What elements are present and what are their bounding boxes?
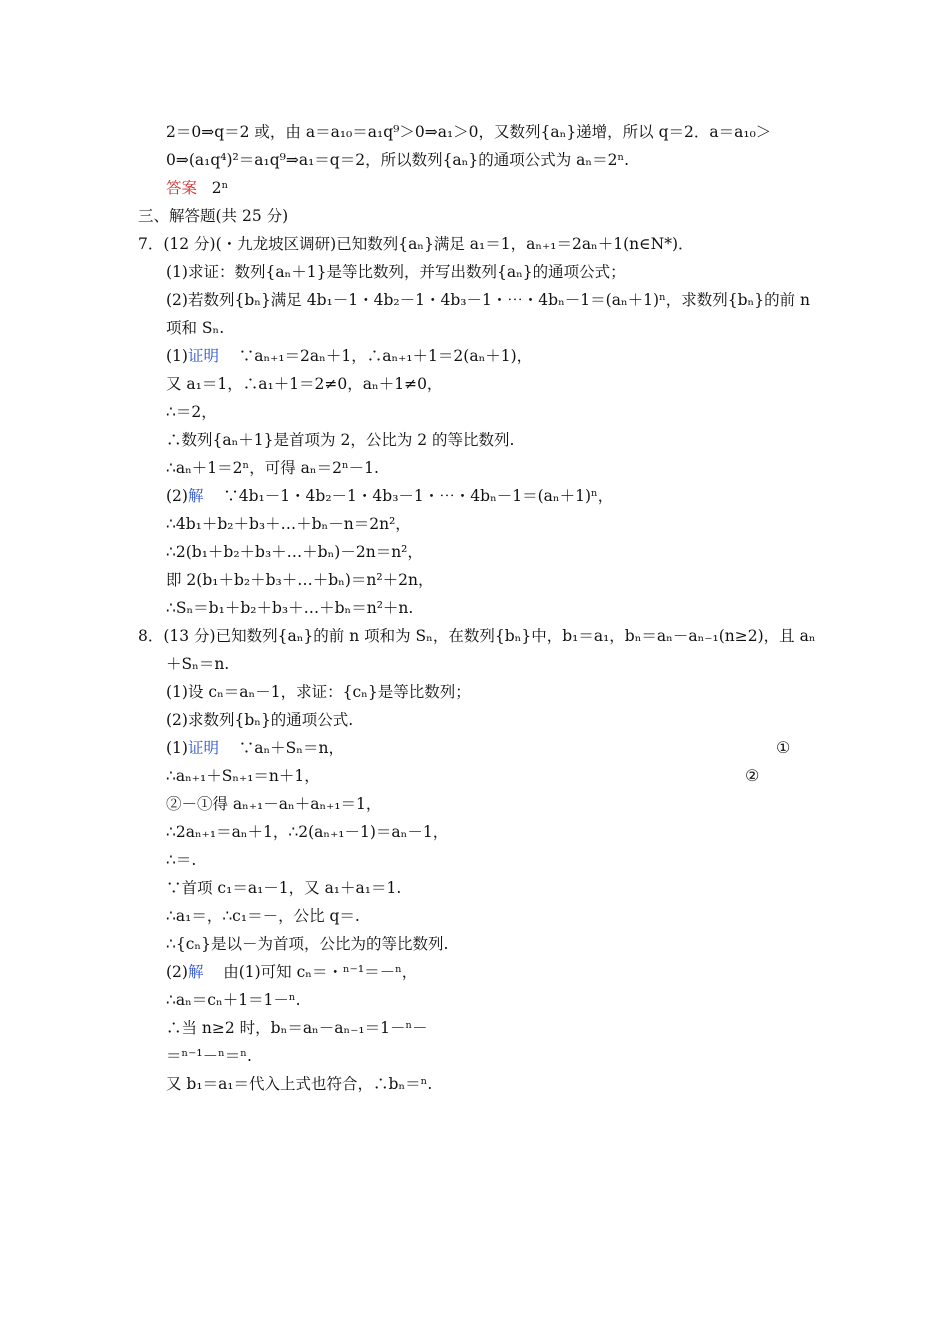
text-line: ②－①得 aₙ₊₁－aₙ＋aₙ₊₁＝1， <box>166 795 382 813</box>
text-line: ∴4b₁＋b₂＋b₃＋…＋bₙ－n＝2n²， <box>166 515 411 533</box>
text-line: ∴＝. <box>166 851 197 869</box>
text-line: ∴aₙ＋1＝2ⁿ，可得 aₙ＝2ⁿ－1. <box>166 459 379 477</box>
section-heading: 三、解答题(共 25 分) <box>138 207 289 225</box>
text-line: ∴当 n≥2 时，bₙ＝aₙ－aₙ₋₁＝1－ⁿ－ <box>166 1019 428 1037</box>
proof-line: (1)证明 ∵aₙ＋Sₙ＝n， <box>166 739 344 757</box>
text-line: ＝ⁿ⁻¹－ⁿ＝ⁿ. <box>166 1047 252 1065</box>
equation-mark-2: ② <box>745 766 760 785</box>
text-line: ∴Sₙ＝b₁＋b₂＋b₃＋…＋bₙ＝n²＋n. <box>166 599 414 617</box>
text-line: 又 a₁＝1，∴a₁＋1＝2≠0，aₙ＋1≠0， <box>166 375 443 393</box>
solution-label: 解 <box>187 487 204 505</box>
question-8: 8．(13 分)已知数列{aₙ}的前 n 项和为 Sₙ，在数列{bₙ}中，b₁＝a₁，bₙ＝aₙ－aₙ₋₁(n≥2)，且 aₙ <box>138 627 816 645</box>
text-line: (2)求数列{bₙ}的通项公式. <box>166 711 354 729</box>
text-line: ∴{cₙ}是以－为首项，公比为的等比数列. <box>166 935 449 953</box>
solution-label: 解 <box>187 963 204 981</box>
question-7: 7．(12 分)(・九龙坡区调研)已知数列{aₙ}满足 a₁＝1，aₙ₊₁＝2aₙ＋1(n∈N*)． <box>138 235 694 253</box>
text-line: 即 2(b₁＋b₂＋b₃＋…＋bₙ)＝n²＋2n， <box>166 571 434 589</box>
text-line: ∴aₙ₊₁＋Sₙ₊₁＝n＋1， <box>166 767 320 785</box>
text-line: 项和 Sₙ. <box>166 319 225 337</box>
text-line: ∴aₙ＝cₙ＋1＝1－ⁿ. <box>166 991 301 1009</box>
text-line: 又 b₁＝a₁＝代入上式也符合，∴bₙ＝ⁿ. <box>166 1075 433 1093</box>
text-line: (2)若数列{bₙ}满足 4b₁－1・4b₂－1・4b₃－1・⋯・4bₙ－1＝(aₙ＋1)ⁿ，求数列{bₙ}的前 n <box>166 291 811 309</box>
text-line: 0⇒(a₁q⁴)²＝a₁q⁹⇒a₁＝q＝2，所以数列{aₙ}的通项公式为 aₙ＝2ⁿ. <box>166 151 630 169</box>
text-line: ∴＝2， <box>166 403 217 421</box>
text-line: ∴a₁＝，∴c₁＝－，公比 q＝. <box>166 907 360 925</box>
text-line: ∴2aₙ₊₁＝aₙ＋1，∴2(aₙ₊₁－1)＝aₙ－1， <box>166 823 449 841</box>
proof-line: (1)证明 ∵aₙ₊₁＝2aₙ＋1，∴aₙ₊₁＋1＝2(aₙ＋1)， <box>166 347 533 365</box>
solution-line: (2)解 ∵4b₁－1・4b₂－1・4b₃－1・⋯・4bₙ－1＝(aₙ＋1)ⁿ， <box>166 487 614 505</box>
solution-line: (2)解 由(1)可知 cₙ＝・ⁿ⁻¹＝－ⁿ， <box>166 963 418 981</box>
text-line: ∴数列{aₙ＋1}是首项为 2，公比为 2 的等比数列. <box>166 431 515 449</box>
text-line: ＋Sₙ＝n. <box>166 655 230 673</box>
text-line: ∴2(b₁＋b₂＋b₃＋…＋bₙ)－2n＝n²， <box>166 543 423 561</box>
text-line: 2＝0⇒q＝2 或，由 a＝a₁₀＝a₁q⁹＞0⇒a₁＞0，又数列{aₙ}递增，所以 q＝2．a＝a₁₀＞ <box>166 123 772 141</box>
equation-mark-1: ① <box>776 738 791 757</box>
answer-line: 答案 2ⁿ <box>166 179 229 197</box>
answer-label: 答案 <box>166 179 198 197</box>
text-line: (1)设 cₙ＝aₙ－1，求证：{cₙ}是等比数列； <box>166 683 471 701</box>
proof-label: 证明 <box>187 347 219 365</box>
text-line: ∵首项 c₁＝a₁－1，又 a₁＋a₁＝1. <box>166 879 402 897</box>
proof-label: 证明 <box>187 739 219 757</box>
text-line: (1)求证：数列{aₙ＋1}是等比数列，并写出数列{aₙ}的通项公式； <box>166 263 626 281</box>
